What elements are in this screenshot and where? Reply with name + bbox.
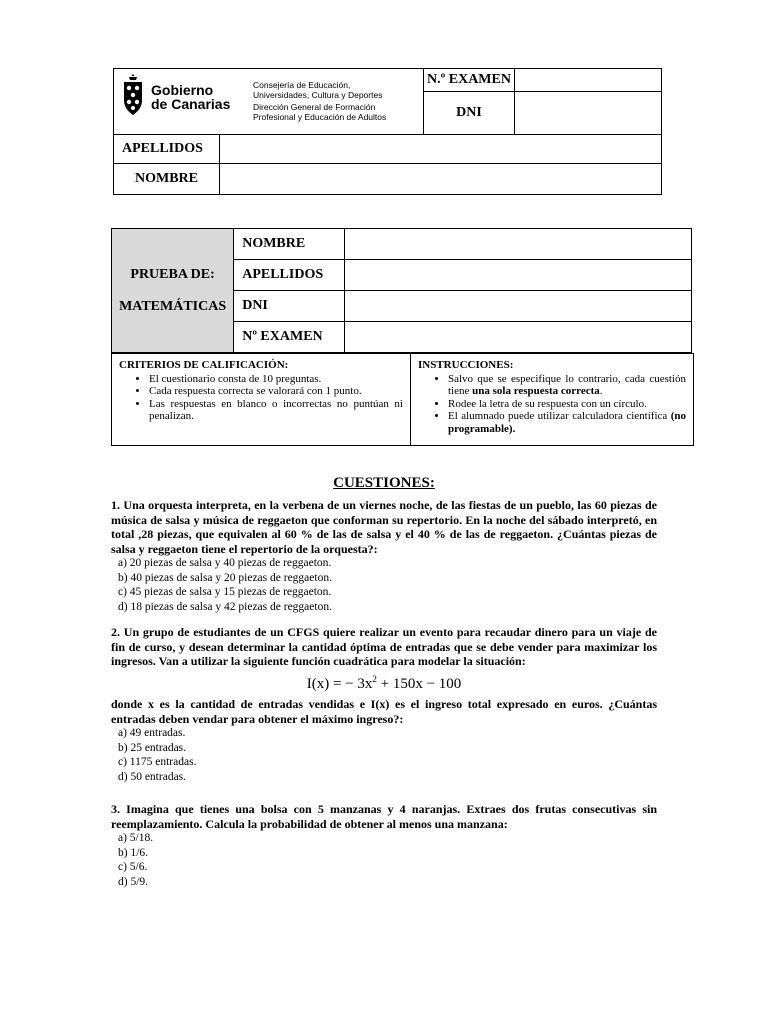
criterios-section [112,354,411,445]
field-input-apellidos[interactable] [345,260,692,291]
option-c[interactable]: c) 5/6. [118,861,148,873]
option-a[interactable]: a) 20 piezas de salsa y 40 piezas de reggaeton. [118,557,332,569]
field-input-dni[interactable] [345,291,692,322]
criteria-box [111,353,694,446]
formula: I(x) = − $3x^2 + 150x - 100$ [306,673,462,692]
option-c[interactable]: c) 45 piezas de salsa y 15 piezas de reggaeton. [118,586,332,598]
option-d[interactable]: d) 50 entradas. [118,770,187,783]
exam-no-field[interactable] [515,69,662,92]
logo-cell [114,69,424,135]
questions-title: CUESTIONES: [333,475,435,491]
option-b[interactable]: b) 40 piezas de salsa y 20 piezas de reggaeton. [118,571,332,584]
exam-no-label: N.º EXAMEN [424,69,515,92]
instruccion-item: • Salvo que se especifique lo contrario, cada cuestión tiene una sola respuesta correcta. [448,373,686,398]
instruccion-item: • El alumnado puede utilizar calculadora científica (no programable). [448,410,686,435]
question-text: 1. Una orquesta interpreta, en la verbena de un viernes noche, de las fiestas de un pueblo, las 60 piezas de música de salsa y música de reggaeton que conforman su repertorio. En la noche del sábado interpretó, en total ,28 piezas, que equivalen al 60 % de las de salsa y el 40 % de las de reggaeton. ¿Cuántas piezas de salsa y reggaeton tiene el repertorio de la orquesta?: [111,498,657,556]
field-label-nombre: NOMBRE [234,229,345,260]
instruccion-item: • Rodee la letra de su respuesta con un círculo. [448,398,686,411]
criterio-item: • Las respuestas en blanco o incorrectas no puntúan ni penalizan. [149,398,403,423]
option-a[interactable]: a) 49 entradas. [118,727,186,739]
option-a[interactable]: a) 5/18. [118,832,154,844]
question-text: 3. Imagina que tienes una bolsa con 5 manzanas y 4 naranjas. Extraes dos frutas consecutivas sin reemplazamiento. Calcula la probabilidad de obtener al menos una manzana: [111,802,657,831]
option-b[interactable]: b) 25 entradas. [118,741,187,754]
department-text: Consejería de Educación, Universidades, Cultura y Deportes Dirección General de Formación Profesional y Educación de Adultos [253,80,387,122]
option-b[interactable]: b) 1/6. [118,846,149,859]
apellidos-label: APELLIDOS [114,135,220,164]
field-label-exam-no: Nº EXAMEN [234,322,345,353]
field-input-exam-no[interactable] [345,322,692,353]
question-1 [111,498,657,614]
header-table [113,68,662,195]
exam-table [111,228,692,353]
question-3 [111,802,657,889]
nombre-label: NOMBRE [114,164,220,195]
subject-name: MATEMÁTICAS [119,298,227,314]
instrucciones-title: INSTRUCCIONES: [418,359,514,371]
criterios-title: CRITERIOS DE CALIFICACIÓN: [119,359,289,371]
instrucciones-section [411,354,693,445]
question-text-continued: donde x es la cantidad de entradas vendidas e I(x) es el ingreso total expresado en euros. ¿Cuántas entradas deben vendar para obtener el máximo ingreso?: [111,697,657,726]
question-2 [111,625,657,784]
option-d[interactable]: d) 18 piezas de salsa y 42 piezas de reggaeton. [118,600,332,613]
option-d[interactable]: d) 5/9. [118,875,149,888]
apellidos-field[interactable] [220,135,662,164]
criterio-item: • El cuestionario consta de 10 preguntas. [149,373,403,386]
field-label-apellidos: APELLIDOS [234,260,345,291]
field-input-nombre[interactable] [345,229,692,260]
dni-field[interactable] [515,92,662,135]
nombre-field[interactable] [220,164,662,195]
subject-cell [112,229,234,353]
prueba-label: PRUEBA DE: [130,266,215,282]
question-text: 2. Un grupo de estudiantes de un CFGS quiere realizar un evento para recaudar dinero para un viaje de fin de curso, y desean determinar la cantidad óptima de entradas que se debe vender para maximizar los ingresos. Van a utilizar la siguiente función cuadrática para modelar la situación: [111,625,657,668]
option-c[interactable]: c) 1175 entradas. [118,756,197,768]
crest-icon [120,73,146,117]
logo-text: Gobierno de Canarias [151,82,231,112]
field-label-dni: DNI [234,291,345,322]
criterio-item: • Cada respuesta correcta se valorará con 1 punto. [149,385,403,398]
dni-label: DNI [424,92,515,135]
